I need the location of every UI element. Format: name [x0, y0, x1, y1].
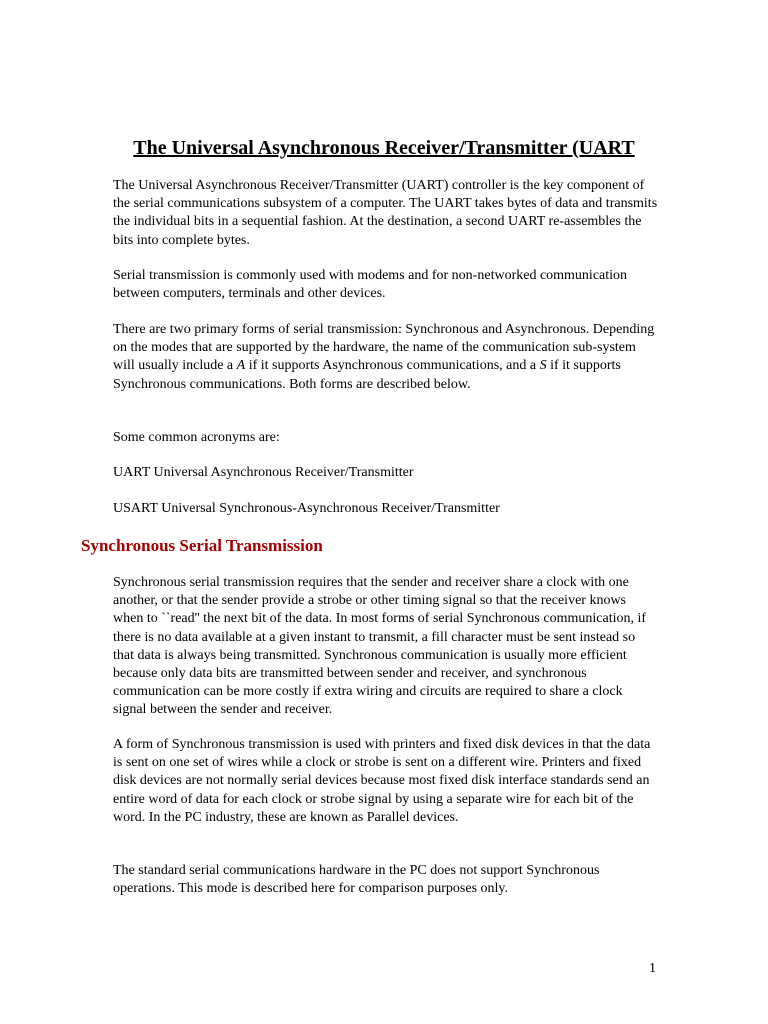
forms-paragraph — [113, 321, 658, 394]
intro-paragraph-serial-use: Serial transmission is commonly used with modems and for non-networked communication between computers, terminals and other devices. — [113, 268, 628, 302]
section-paragraph-printers: A form of Synchronous transmission is used with printers and fixed disk devices in that the data is sent on one set of wires while a clock or strobe is sent on a different wire. Printers and fixed disk devices are not normally serial devices because most fixed disk interface standards send an entire word of data for each clock or strobe signal by using a separate wire for each bit of the word. In the PC industry, these are known as Parallel devices. — [113, 737, 651, 825]
forms-text-end: if it supports Synchronous communications. Both forms are described below. — [113, 358, 621, 392]
section-paragraph-definition: Synchronous serial transmission requires that the sender and receiver share a clock with one another, or that the sender provide a strobe or other timing signal so that the receiver knows when to ``read'' the next bit of the data. In most forms of serial Synchronous communication, if there is no data available at a given instant to transmit, a fill character must be sent instead so that data is always being transmitted. Synchronous communication is usually more efficient because only data bits are transmitted between sender and receiver, and synchronous communication can be more costly if extra wiring and circuits are required to share a clock signal between the sender and receiver. — [113, 575, 647, 718]
page-title: The Universal Asynchronous Receiver/Transmitter (UART — [133, 137, 635, 159]
acronyms-intro: Some common acronyms are: — [113, 430, 280, 445]
section-heading-synchronous: Synchronous Serial Transmission — [81, 536, 323, 555]
intro-paragraph-uart: The Universal Asynchronous Receiver/Transmitter (UART) controller is the key component of the serial communications subsystem of a computer. The UART takes bytes of data and transmits the individual bits in a sequential fashion. At the destination, a second UART re-assembles the bits into complete bytes. — [113, 178, 658, 248]
page-number: 1 — [649, 961, 656, 976]
forms-text-start: There are two primary forms of serial transmission: Synchronous and Asynchronous. Depending on the modes that are supported by the hardware, the name of the communication sub-system will usually include a — [113, 322, 655, 374]
acronym-usart: USART Universal Synchronous-Asynchronous Receiver/Transmitter — [113, 501, 500, 516]
acronym-uart: UART Universal Asynchronous Receiver/Transmitter — [113, 465, 414, 480]
forms-letter-s: S — [539, 358, 547, 374]
forms-text-middle: if it supports Asynchronous communications, and a — [245, 358, 540, 374]
section-paragraph-pc-hardware: The standard serial communications hardware in the PC does not support Synchronous operations. This mode is described here for comparison purposes only. — [113, 863, 600, 897]
forms-letter-a: A — [236, 358, 246, 374]
